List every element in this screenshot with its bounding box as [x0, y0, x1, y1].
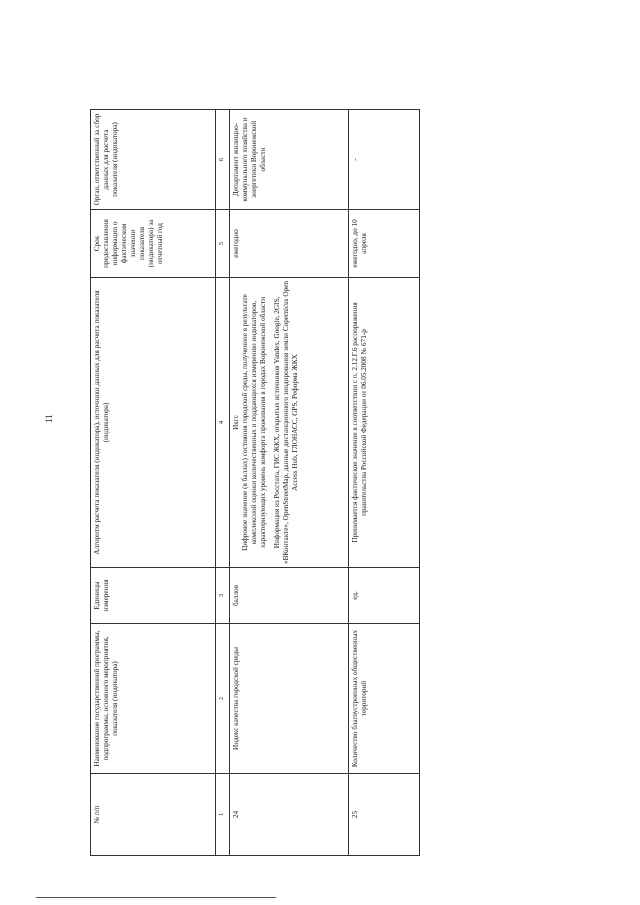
- header-number: № п/п: [91, 774, 216, 856]
- algorithm-formula: Икгс: [231, 415, 240, 430]
- indicator-algorithm: Принимается фактическое значение в соответствии с п. 2.12.Г.6 распоряжения правительства Российской Федерации от 06.05.2008 № 671-р: [349, 278, 420, 568]
- page-number: 11: [44, 414, 54, 423]
- index-cell: 4: [215, 278, 229, 568]
- header-unit: Единицы измерения: [91, 568, 216, 624]
- table-row: [349, 110, 420, 856]
- footer-divider: [36, 897, 276, 898]
- report-term: ежегодно: [229, 210, 348, 278]
- header-row: [91, 110, 216, 856]
- index-cell: 6: [215, 110, 229, 210]
- header-algorithm: Алгоритм расчета показателя (индикатора), источники данных для расчета показателя (индикатора): [91, 278, 216, 568]
- table-row: [229, 110, 348, 856]
- algorithm-description: Цифровое значение (в баллах) состояния городской среды, полученное в результате комплексной оценки количественных и поддающихся измерению индикаторов, характеризующих уровень комфорта проживания в городах Воронежской области: [240, 294, 267, 551]
- indicator-algorithm: [229, 278, 348, 568]
- indicator-table: [90, 109, 420, 856]
- indicator-name: Количество благоустроенных общественных территорий: [349, 624, 420, 774]
- index-cell: 3: [215, 568, 229, 624]
- algorithm-sources: Информация из Росстата, ГИС ЖКХ, открытых источников Yandex, Google, 2GIS, «ВКонтакте», OpenStreetMap, данные дистанционного зондирования земли Copernicus Open Access Hub, ГЛОНАСС, GPS, Реформа ЖКХ: [272, 281, 299, 564]
- header-responsible: Орган, ответственный за сбор данных для расчета показателя (индикатора): [91, 110, 216, 210]
- index-cell: 1: [215, 774, 229, 856]
- index-cell: 2: [215, 624, 229, 774]
- index-row: [215, 110, 229, 856]
- row-number: 25: [349, 774, 420, 856]
- indicator-name: Индекс качества городской среды: [229, 624, 348, 774]
- header-name: Наименование государственной программы, подпрограммы, основного мероприятия, показателя (индикатора): [91, 624, 216, 774]
- index-cell: 5: [215, 210, 229, 278]
- indicator-unit: баллов: [229, 568, 348, 624]
- report-term: ежегодно, до 10 апреля: [349, 210, 420, 278]
- rotated-table-container: [90, 110, 420, 856]
- responsible-body: -: [349, 110, 420, 210]
- indicator-unit: ед.: [349, 568, 420, 624]
- header-term: Срок предоставления информации о фактическом значении показателя (индикатора) за отчетный год: [91, 210, 216, 278]
- responsible-body: Департамент жилищно-коммунального хозяйства и энергетики Воронежской области: [229, 110, 348, 210]
- row-number: 24: [229, 774, 348, 856]
